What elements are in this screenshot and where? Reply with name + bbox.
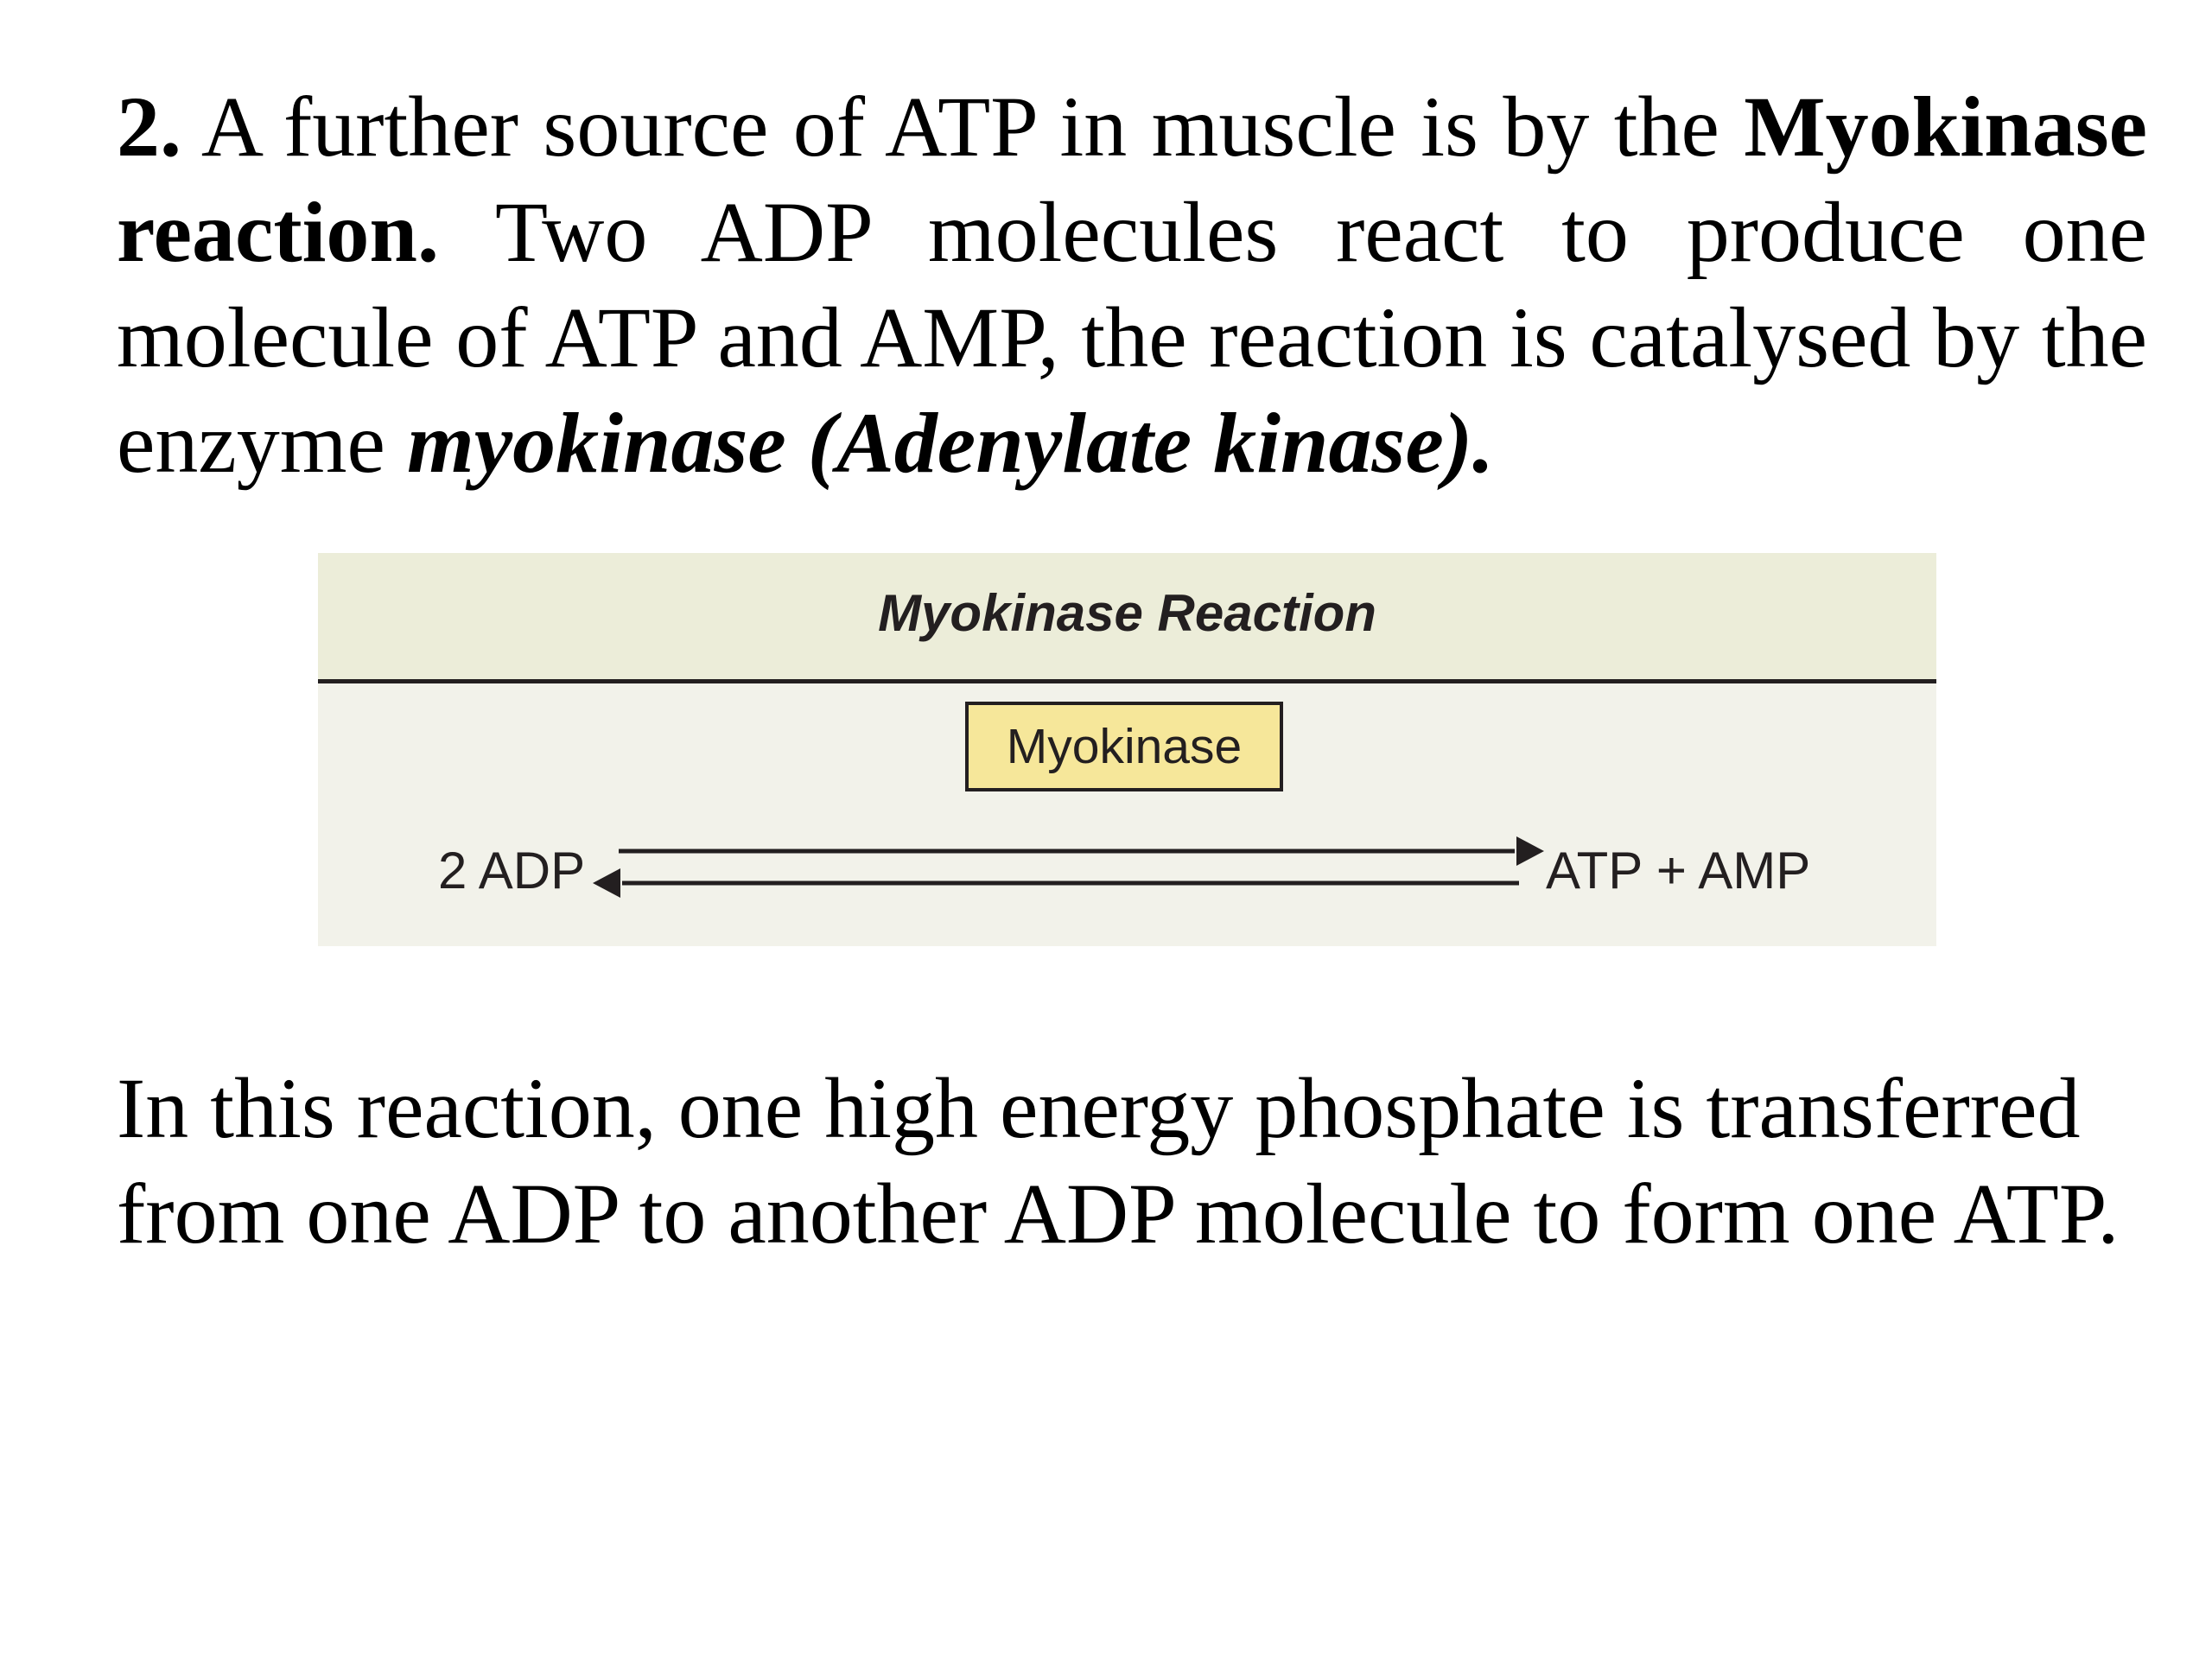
product-label: ATP + AMP <box>1546 842 1811 899</box>
reaction-description: Two ADP molecules react to produce one molecule of ATP and AMP, the reaction is catalysed by the enzyme <box>117 184 2147 491</box>
enzyme-label-box: Myokinase <box>965 702 1283 791</box>
intro-text: A further source of ATP in muscle is by the <box>181 79 1745 175</box>
paragraph-myokinase-intro <box>117 74 2147 496</box>
enzyme-name: myokinase (Adenylate kinase). <box>406 395 1495 491</box>
paragraph-phosphate-transfer: In this reaction, one high energy phosphate is transferred from one ADP to another ADP molecule to form one ATP. <box>117 1060 2120 1262</box>
reactant-label: 2 ADP <box>438 842 586 899</box>
forward-arrowhead <box>1516 836 1544 866</box>
myokinase-reaction-diagram <box>318 553 1936 946</box>
reversible-reaction-arrows-icon <box>318 553 1936 946</box>
bold-term-myokinase-reaction: Myokinase reaction. <box>117 79 2147 280</box>
point-number: 2. <box>117 79 181 175</box>
reverse-arrowhead <box>593 868 620 898</box>
diagram-title: Myokinase Reaction <box>878 584 1376 642</box>
